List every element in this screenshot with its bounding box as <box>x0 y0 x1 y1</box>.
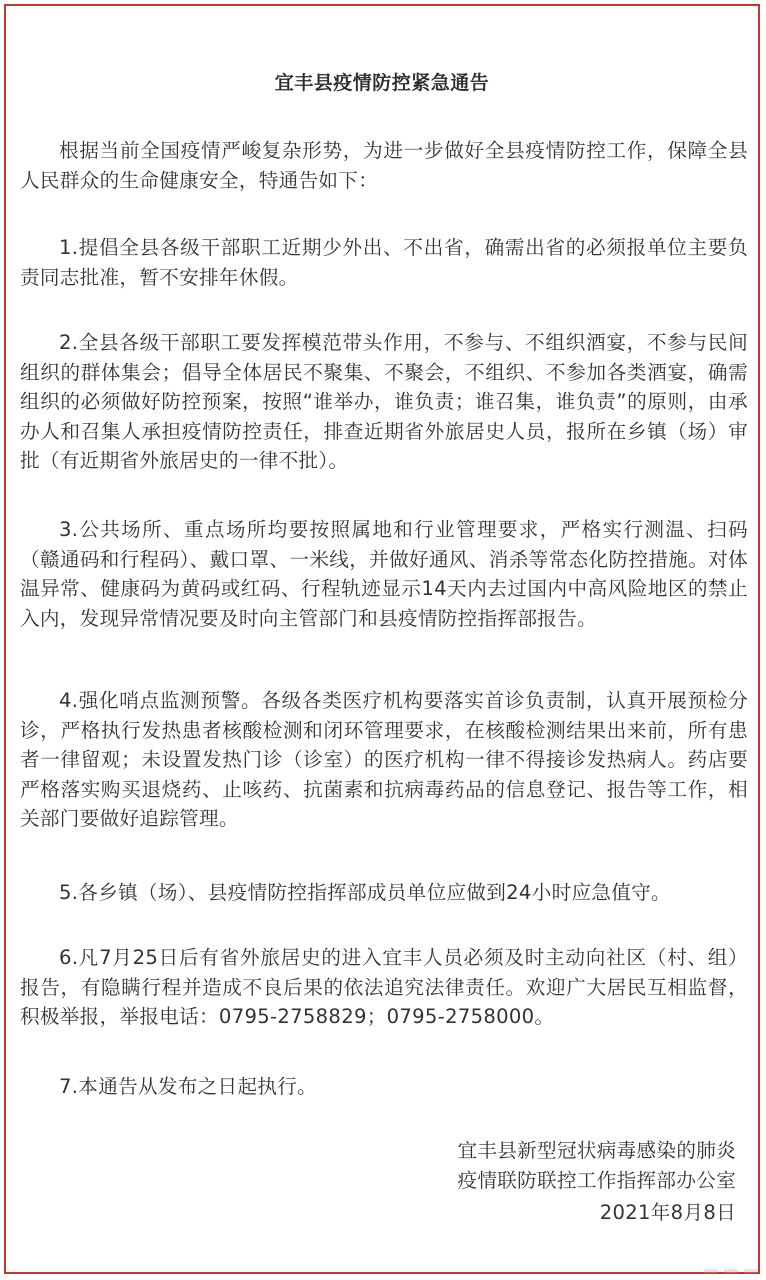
notice-frame <box>4 4 760 1274</box>
notice-item-7: 7.本通告从发布之日起执行。 <box>59 1075 318 1098</box>
notice-item-5: 5.各乡镇（场）、县疫情防控指挥部成员单位应做到24小时应急值守。 <box>59 881 671 904</box>
watermark-mark <box>688 1265 758 1277</box>
notice-intro: 根据当前全国疫情严峻复杂形势，为进一步做好全县疫情防控工作，保障全县人民群众的生命健康安全，特通告如下： <box>20 139 748 192</box>
notice-item-6: 6.凡7月25日后有省外旅居史的进入宜丰人员必须及时主动向社区（村、组）报告，有隐瞒行程并造成不良后果的依法追究法律责任。欢迎广大居民互相监督，积极举报，举报电话：0795-2758829；0795-2758000。 <box>20 946 748 1028</box>
signature-org-line2: 疫情联防联控工作指挥部办公室 <box>457 1169 736 1192</box>
notice-title: 宜丰县疫情防控紧急通告 <box>274 72 490 94</box>
notice-item-4: 4.强化哨点监测预警。各级各类医疗机构要落实首诊负责制，认真开展预检分诊，严格执行发热患者核酸检测和闭环管理要求，在核酸检测结果出来前，所有患者一律留观；未设置发热门诊（诊室）的医疗机构一律不得接诊发热病人。药店要严格落实购买退烧药、止咳药、抗菌素和抗病毒药品的信息登记、报告等工作，相关部门要做好追踪管理。 <box>20 689 748 830</box>
notice-item-3: 3.公共场所、重点场所均要按照属地和行业管理要求，严格实行测温、扫码（赣通码和行程码）、戴口罩、一米线，并做好通风、消杀等常态化防控措施。对体温异常、健康码为黄码或红码、行程轨迹显示14天内去过国内中高风险地区的禁止入内，发现异常情况要及时向主管部门和县疫情防控指挥部报告。 <box>20 518 748 630</box>
notice-item-2: 2.全县各级干部职工要发挥模范带头作用，不参与、不组织酒宴，不参与民间组织的群体集会；倡导全体居民不聚集、不聚会，不组织、不参加各类酒宴，确需组织的必须做好防控预案，按照“谁举办，谁负责；谁召集，谁负责”的原则，由承办人和召集人承担疫情防控责任，排查近期省外旅居史人员，报所在乡镇（场）审批（有近期省外旅居史的一律不批）。 <box>20 331 748 472</box>
signature-org-line1: 宜丰县新型冠状病毒感染的肺炎 <box>457 1139 736 1162</box>
notice-item-1: 1.提倡全县各级干部职工近期少外出、不出省，确需出省的必须报单位主要负责同志批准，暂不安排年休假。 <box>20 236 748 289</box>
signature-date: 2021年8月8日 <box>599 1201 736 1224</box>
